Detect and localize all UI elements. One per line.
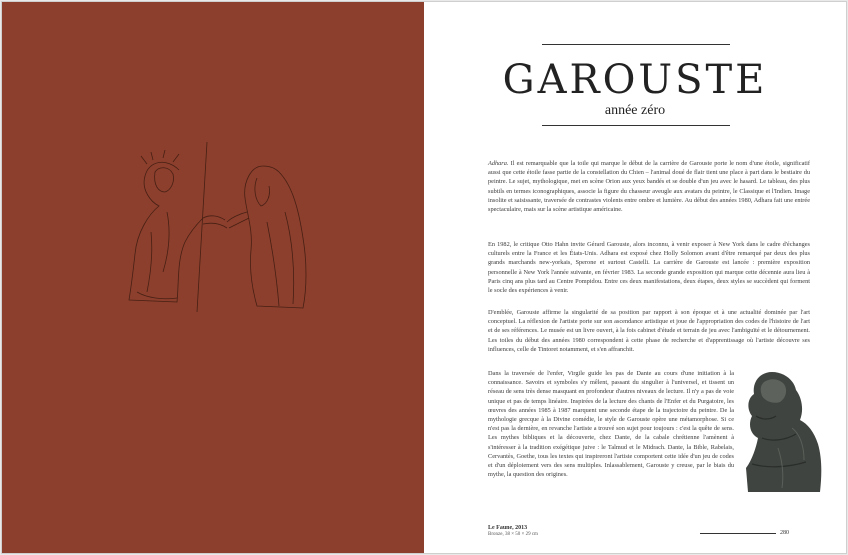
paragraph-3: D'emblée, Garouste affirme la singularité de sa position par rapport à son époque et à une actualité dominée par l'art conceptuel. La réflexion de l'artiste porte sur son ascendance artistique et joue de l'appropriation des codes de l'histoire de l'art et de ses références. Le musée est un livre ouvert, à la fois cabinet d'étude et terrain de jeu avec l'ambiguïté et le détournement. Les toiles du début des années 1980 correspondent à cette phase de recherche et d'apprentissage où l'artiste découvre ses influences, celle de Tintoret notamment, et s'en affranchit. (488, 309, 810, 353)
right-page (424, 2, 846, 553)
paragraph-2: En 1982, le critique Otto Hahn invite Gérard Garouste, alors inconnu, à venir exposer à New York dans le cadre d'échanges culturels entre la France et les États-Unis. Adhara est exposé chez Holly Solomon avant d'être remarqué par deux des plus grands marchands new-yorkais, Sperone et surtout Castelli. La carrière de Garouste est lancée : première exposition personnelle à New York l'année suivante, en février 1983. La seconde grande exposition qui marque cette décennie aura lieu à Paris cinq ans plus tard au Centre Pompidou. Entre ces deux manifestations, deux étapes, deux styles se succèdent qui forment le socle des expériences à venir. (488, 241, 810, 295)
bronze-sculpture-image (742, 368, 824, 492)
paragraph-4: Dans la traversée de l'enfer, Virgile guide les pas de Dante au cours d'une initiation à la connaissance. Savoirs et symboles s'y mêlent, passant du singulier à l'universel, et tissent un réseau de sens très dense masquant en profondeur d'autres niveaux de lecture. Il n'y a pas de voie unique et pas de temps linéaire. Inspirées de la lecture des chants de l'Enfer et du Purgatoire, les œuvres des années 1985 à 1987 marquent une seconde étape de la trajectoire du peintre. De la mythologie grecque à la Divine comédie, le style de Garouste opère une métamorphose. Si ce n'est pas la dernière, en revanche l'artiste a trouvé son sujet pour toujours : c'est la quête de sens. Les mythes bibliques et la découverte, chez Dante, de la cabale chrétienne l'amènent à s'intéresser à la tradition exégétique juive : le Talmud et le Midrach. Dante, la Bible, Rabelais, Cervantès, Goethe, tous les textes qui inspireront l'artiste comportent cette idée d'un jeu de codes et d'un déploiement vers des sens multiples. Inlassablement, Garouste y creuse, par le biais du mythe, la question des origines. (488, 370, 734, 479)
caption-detail: Bronze, 38 × 50 × 29 cm (488, 532, 538, 537)
sketch-illustration (107, 142, 317, 312)
bottom-rule (542, 125, 730, 126)
top-rule (542, 44, 730, 45)
article-subtitle: année zéro (604, 103, 666, 118)
paragraph-1-lead: Adhara (488, 160, 507, 167)
paragraph-1-body: . Il est remarquable que la toile qui marque le début de la carrière de Garouste porte le nom d'une étoile, significatif aussi que cette étoile fasse partie de la constellation du Chien – l'animal doué de flair tient une place à part dans le bestiaire du peintre. Le sujet, mythologique, met en scène Orion aux yeux bandés et se double d'un jeu avec le hasard. Le tableau, des plus subtils en termes iconographiques, associe la figure du chasseur aveugle aux avatars du peintre, le Classique et l'Indien. Image insolite et saisissante, traversée de contrastes violents entre ombre et lumière. Au début des années 1980, Adhara fait une entrée spectaculaire, mais sur la scène artistique américaine. (488, 160, 810, 214)
footer-rule (700, 533, 776, 534)
book-spread (2, 2, 846, 553)
page-number: 280 (780, 530, 789, 536)
caption-title: Le Faune, 2013 (488, 525, 528, 531)
paragraph-1 (488, 159, 810, 214)
left-page (2, 2, 424, 553)
article-title: GAROUSTE (502, 57, 768, 103)
